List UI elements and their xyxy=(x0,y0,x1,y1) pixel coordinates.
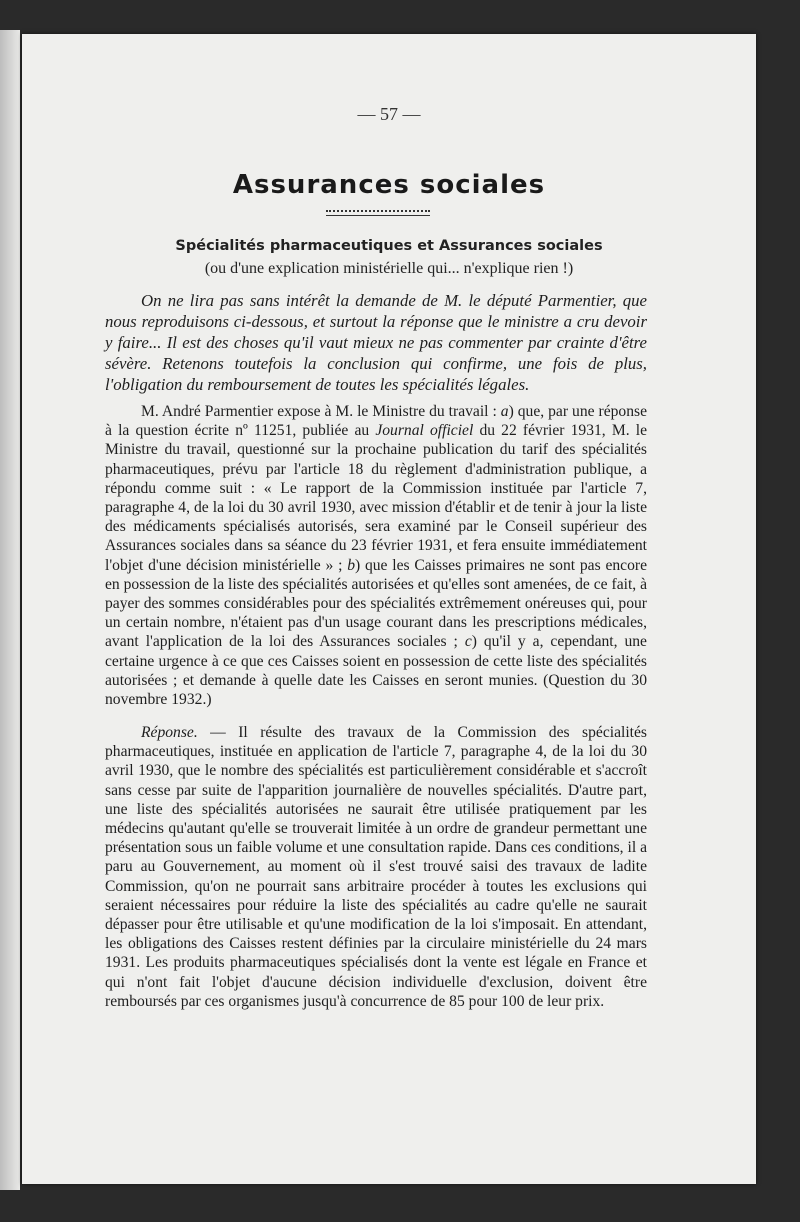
item-letter-a: a xyxy=(500,403,509,420)
question-paragraph xyxy=(105,402,647,709)
page-number: — 57 — xyxy=(357,104,421,124)
title-divider xyxy=(326,210,430,216)
article-subheading: (ou d'une explication ministérielle qui... n'explique rien !) xyxy=(204,260,574,277)
answer-text: — Il résulte des travaux de la Commission des spécialités pharmaceutiques, instituée en application de l'article 7, paragraphe 4, de la loi du 30 avril 1930, que le nombre des spécialités est particulièrement considérable et s'accroît sans cesse par suite de l'apparition journalière de nouvelles spécialités. D'autre part, une liste des spécialités autorisées ne saurait être utilisée pratiquement par les médecins qu'autant qu'elle se trouverait limitée à un ordre de grandeur permettant une présentation sous un faible volume et une consultation rapide. Dans ces conditions, il a paru au Gouvernement, au moment où il s'est trouvé saisi des travaux de ladite Commission, qu'on ne pourrait sans arbitraire procéder à toutes les exclusions qui seraient nécessaires pour réduire la liste des spécialités au cadre qu'elle ne saurait dépasser pour être utilisable et qu'une modification de la loi s'imposait. En attendant, les obligations des Caisses restent définies par la circulaire ministérielle du 24 mars 1931. Les produits pharmaceutiques spécialisés dont la vente est légale en France et qui n'ont fait l'objet d'aucune décision individuelle d'exclusion, doivent être remboursés par ces organismes jusqu'à concurrence de 85 pour 100 de leur prix. xyxy=(105,724,647,1010)
item-letter-b: b xyxy=(347,556,355,574)
page-title: Assurances sociales xyxy=(232,170,546,200)
adjacent-page-edge xyxy=(0,30,20,1190)
answer-label: Réponse. xyxy=(141,724,198,741)
question-text-d: ) que les Caisses primaires ne sont pas encore en possession de la liste des spécialités autorisées et qu'elles sont amenées, de ce fait, à payer des sommes considérables pour des spécialités extrêmement onéreuses qui, pour un certain nombre, n'étaient pas d'un usage courant dans les prescriptions médicales, avant l'application de la loi des Assurances sociales ; xyxy=(105,556,647,651)
document-page xyxy=(22,34,756,1184)
item-letter-c: c xyxy=(464,633,472,651)
journal-reference: Journal officiel xyxy=(375,422,474,440)
question-text-b: ) que, par une réponse à la question écrite nº 11251, publiée au xyxy=(105,403,647,440)
article-heading: Spécialités pharmaceutiques et Assurances sociales xyxy=(175,238,603,254)
question-text-e: ) qu'il y a, cependant, une certaine urgence à ce que ces Caisses soient en possession de cette liste des spécialités autorisées ; et demande à quelle date les Caisses en seront munies. (Question du 30 novembre 1932.) xyxy=(105,633,647,709)
intro-paragraph: On ne lira pas sans intérêt la demande de M. le député Parmentier, que nous reproduisons ci-dessous, et surtout la réponse que le ministre a cru devoir y faire... Il est des choses qu'il vaut mieux ne pas commenter par crainte d'être sévère. Retenons toutefois la conclusion qui confirme, une fois de plus, l'obligation du remboursement de toutes les spécialités légales. xyxy=(105,291,647,394)
question-text-a: M. André Parmentier expose à M. le Ministre du travail : xyxy=(141,403,501,420)
question-text-c: du 22 février 1931, M. le Ministre du travail, questionné sur la prochaine publication du tarif des spécialités pharmaceutiques, prévu par l'article 18 du règlement d'administration publique, a répondu comme suit : « Le rapport de la Commission instituée par l'article 7, paragraphe 4, de la loi du 30 avril 1930, avec mission d'établir et de tenir à jour la liste des médicaments spécialisés autorisés, sera examiné par le Conseil supérieur des Assurances sociales dans sa séance du 23 février 1931, et fera ensuite immédiatement l'objet d'une décision ministérielle » ; xyxy=(105,422,647,574)
answer-paragraph xyxy=(105,723,647,1011)
